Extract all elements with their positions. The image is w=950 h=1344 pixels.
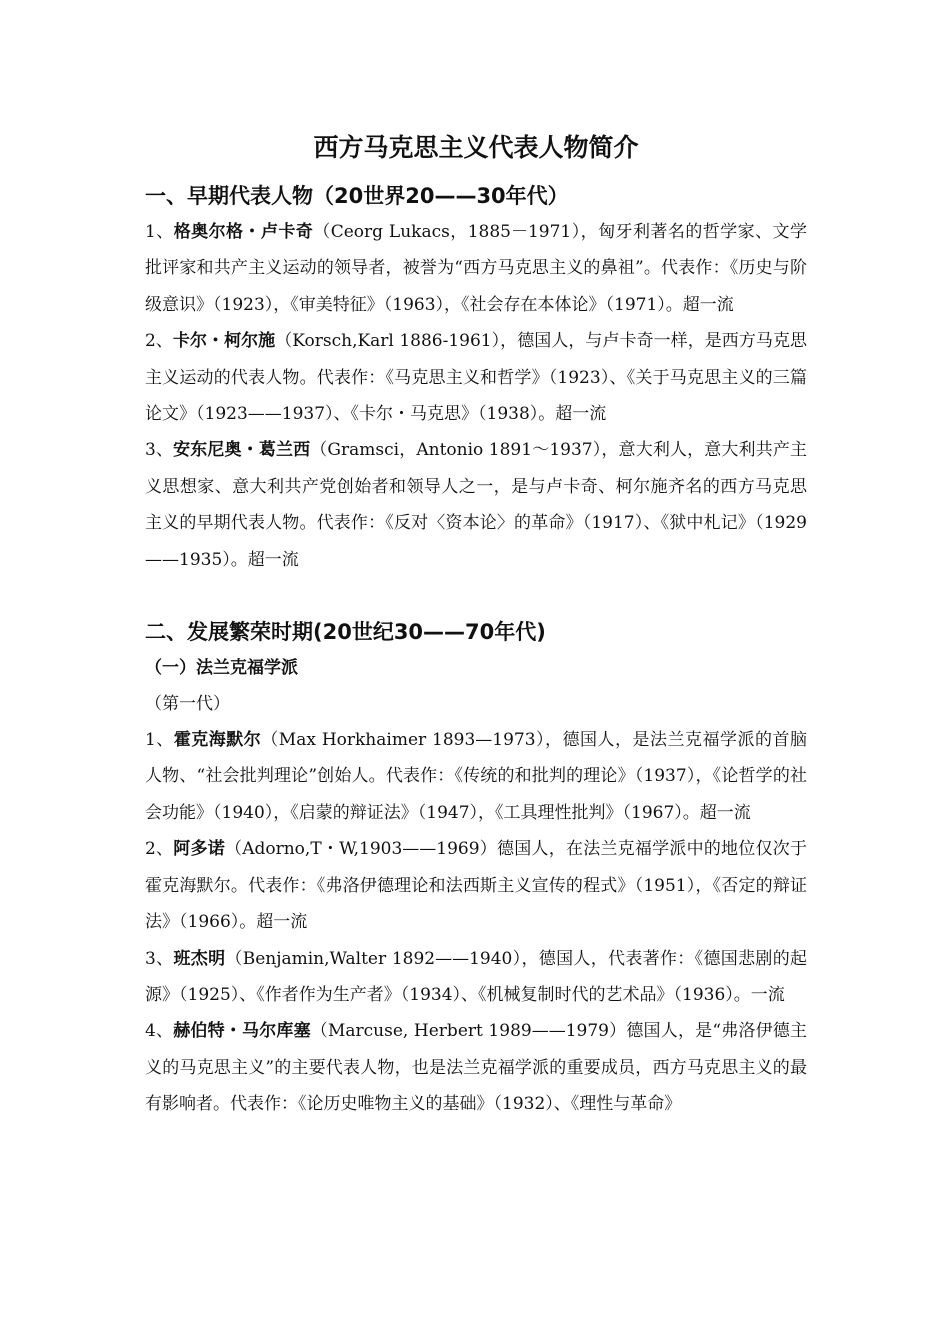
entry-number: 2、 xyxy=(145,331,173,352)
entry-marcuse xyxy=(145,1013,807,1122)
entry-benjamin xyxy=(145,941,807,1014)
entry-name: 卡尔・柯尔施 xyxy=(172,331,276,352)
entry-name: 安东尼奥・葛兰西 xyxy=(173,440,311,461)
section-heading-prosperity: 二、发展繁荣时期(20世纪30——70年代) xyxy=(145,620,546,645)
entry-number: 4、 xyxy=(145,1021,174,1042)
document-title: 西方马克思主义代表人物简介 xyxy=(313,133,639,162)
document-page xyxy=(145,128,807,1123)
entry-gramsci xyxy=(145,432,807,578)
entry-number: 1、 xyxy=(145,730,174,751)
section-heading-early: 一、早期代表人物（20世界20——30年代） xyxy=(145,184,569,208)
entry-number: 3、 xyxy=(145,440,174,461)
entry-number: 2、 xyxy=(145,839,174,860)
entry-text: （Max Horkhaimer 1893—1973），德国人，是法兰克福学派的首脑人物、“社会批判理论”创始人。代表作：《传统的和批判的理论》（1937），《论哲学的社会功能》（1940），《启蒙的辩证法》（1947），《工具理性批判》（1967）。超一流 xyxy=(145,730,807,823)
entry-lukacs xyxy=(145,214,807,323)
entry-name: 阿多诺 xyxy=(173,839,225,860)
generation-label: （第一代） xyxy=(145,694,230,715)
entry-text: （Korsch,Karl 1886-1961），德国人，与卢卡奇一样，是西方马克思主义运动的代表人物。代表作：《马克思主义和哲学》（1923）、《关于马克思主义的三篇论文》（1923——1937）、《卡尔・马克思》（1938）。超一流 xyxy=(145,331,808,425)
entry-text: （Gramsci，Antonio 1891～1937），意大利人，意大利共产主义思想家、意大利共产党创始者和领导人之一，是与卢卡奇、柯尔施齐名的西方马克思主义的早期代表人物。代表作：《反对〈资本论〉的革命》（1917）、《狱中札记》（1929——1935）。超一流 xyxy=(145,440,807,570)
entry-text: （Adorno,T・W,1903——1969）德国人，在法兰克福学派中的地位仅次于霍克海默尔。代表作：《弗洛伊德理论和法西斯主义宣传的程式》（1951），《否定的辩证法》（1966）。超一流 xyxy=(145,839,807,933)
entry-text: （Marcuse, Herbert 1989——1979）德国人，是“弗洛伊德主义的马克思主义”的主要代表人物，也是法兰克福学派的重要成员，西方马克思主义的最有影响者。代表作：《论历史唯物主义的基础》（1932）、《理性与革命》 xyxy=(145,1021,808,1115)
entry-number: 1、 xyxy=(145,222,174,242)
entry-adorno xyxy=(145,831,807,940)
entry-name: 赫伯特・马尔库塞 xyxy=(173,1021,311,1042)
subheading-frankfurt-school: （一）法兰克福学派 xyxy=(145,658,298,679)
entry-name: 格奥尔格・卢卡奇 xyxy=(173,222,314,242)
entry-text: （Benjamin,Walter 1892——1940），德国人，代表著作：《德国悲剧的起源》（1925）、《作者作为生产者》（1934）、《机械复制时代的艺术品》（1936）。一流 xyxy=(145,948,808,1005)
entry-name: 班杰明 xyxy=(173,948,226,969)
entry-name: 霍克海默尔 xyxy=(173,730,262,751)
entry-number: 3、 xyxy=(145,948,174,969)
entry-horkheimer xyxy=(145,722,807,831)
entry-korsch xyxy=(145,323,807,432)
entry-text: （Ceorg Lukacs，1885－1971），匈牙利著名的哲学家、文学批评家和共产主义运动的领导者，被誉为“西方马克思主义的鼻祖”。代表作：《历史与阶级意识》（1923），《审美特征》（1963），《社会存在本体论》（1971）。超一流 xyxy=(145,222,807,315)
